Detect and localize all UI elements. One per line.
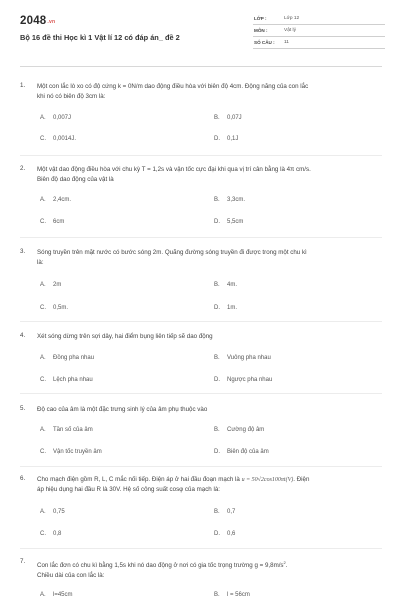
option-letter: A.: [40, 197, 46, 203]
question-text: [37, 248, 382, 268]
question-line-start: Con lắc đơn có chu kì bằng 1,5s khi nó dao động ở nơi có gia tốc trọng trường g = 9,8m/s: [37, 562, 284, 570]
option-letter: D.: [214, 377, 220, 383]
option-letter: B.: [214, 115, 220, 121]
question-line: Biên độ dao động của vật là: [37, 176, 114, 183]
question-line-end: .: [285, 562, 288, 570]
option-letter: B.: [214, 355, 220, 361]
option-letter: C.: [40, 531, 46, 537]
question-line: áp hiệu dụng hai đầu R là 30V. Hệ số công suất cosφ của mạch là:: [37, 486, 220, 493]
option-text: 5,5cm: [227, 219, 244, 225]
meta-label-subject: MÔN :: [254, 28, 268, 33]
option-letter: D.: [214, 136, 220, 142]
meta-label-count: SỐ CÂU :: [254, 40, 275, 45]
option-text: 0,7: [227, 509, 236, 515]
question-text: [37, 332, 382, 342]
page-title: Bộ 16 đề thi Học kì 1 Vật lí 12 có đáp án_ đề 2: [20, 33, 180, 42]
option-letter: B.: [214, 197, 220, 203]
meta-row-subject: [253, 26, 385, 37]
option-letter: D.: [214, 449, 220, 455]
option-text: l = 56cm: [227, 592, 250, 598]
option-letter: C.: [40, 377, 46, 383]
option-d[interactable]: [214, 136, 238, 142]
option-a[interactable]: [40, 282, 61, 288]
superscript: 2: [283, 560, 286, 565]
logo-suffix: .vn: [47, 19, 56, 25]
question-text: [37, 165, 382, 185]
option-text: Ngược pha nhau: [227, 377, 273, 383]
option-letter: B.: [214, 282, 220, 288]
question-line-start: Cho mạch điện gồm R, L, C mắc nối tiếp. Điện áp ở hai đầu đoạn mạch là: [37, 476, 242, 483]
option-text: Đồng pha nhau: [53, 355, 95, 361]
question-text: [37, 405, 382, 415]
question-line: là:: [37, 259, 44, 266]
option-b[interactable]: [214, 115, 242, 121]
option-b[interactable]: [214, 427, 264, 433]
question-separator: [20, 321, 382, 322]
option-text: Cường độ âm: [227, 427, 265, 433]
option-text: 0,1J: [227, 136, 239, 142]
option-letter: B.: [214, 592, 220, 598]
logo-text: 2048: [20, 15, 47, 27]
option-b[interactable]: [214, 509, 235, 515]
question-text: [37, 82, 382, 102]
option-b[interactable]: [214, 282, 237, 288]
question-number: 6.: [20, 475, 26, 482]
option-b[interactable]: [214, 355, 271, 361]
question-number: 1.: [20, 82, 26, 89]
question-number: 5.: [20, 405, 26, 412]
option-text: 0,007J: [53, 115, 72, 121]
question-line: Một con lắc lò xo có độ cứng k = 0N/m dao động điều hòa với biên độ 4cm. Động năng của con lắc: [37, 83, 309, 90]
option-letter: A.: [40, 427, 46, 433]
option-letter: B.: [214, 427, 220, 433]
question-line: Sóng truyền trên mặt nước có bước sóng 2m. Quãng đường sóng truyền đi được trong một chu kì: [37, 249, 307, 256]
question-line: khi nó có biên độ 3cm là:: [37, 93, 106, 100]
header-divider: [20, 66, 382, 67]
question-line-end: . Điện: [293, 476, 310, 483]
option-a[interactable]: [40, 509, 65, 515]
option-c[interactable]: [40, 219, 64, 225]
option-text: 0,8: [53, 531, 62, 537]
question-separator: [20, 548, 382, 549]
site-logo[interactable]: [20, 15, 55, 27]
option-c[interactable]: [40, 449, 102, 455]
option-d[interactable]: [214, 449, 269, 455]
question-line: Chiều dài của con lắc là:: [37, 572, 105, 580]
question-number: 7.: [20, 558, 26, 565]
option-text: Lệch pha nhau: [53, 377, 93, 383]
option-c[interactable]: [40, 531, 61, 537]
option-letter: D.: [214, 219, 220, 225]
option-a[interactable]: [40, 355, 94, 361]
option-text: 2m: [53, 282, 62, 288]
question-text: [37, 558, 382, 581]
option-d[interactable]: [214, 305, 237, 311]
option-text: 4m.: [227, 282, 238, 288]
question-line: Một vật dao động điều hòa với chu kỳ T = 1,2s và vận tốc cực đại khi qua vị trí cân bằng là 4π cm/s.: [37, 166, 311, 173]
question-line: [37, 475, 382, 485]
voltage-formula: u = 50√2cos100πt(V): [241, 477, 294, 483]
option-text: Biên độ của âm: [227, 449, 269, 455]
option-letter: D.: [214, 305, 220, 311]
option-a[interactable]: [40, 427, 93, 433]
option-c[interactable]: [40, 305, 68, 311]
option-text: Vận tốc truyền âm: [53, 449, 102, 455]
option-letter: D.: [214, 531, 220, 537]
question-line: Độ cao của âm là một đặc trưng sinh lý của âm phụ thuộc vào: [37, 406, 208, 413]
meta-row-count: [253, 38, 385, 49]
meta-row-class: [253, 14, 385, 25]
option-letter: B.: [214, 509, 220, 515]
document-header: [0, 0, 400, 64]
option-letter: C.: [40, 449, 46, 455]
option-a[interactable]: [40, 592, 73, 598]
option-text: Vuông pha nhau: [227, 355, 271, 361]
question-number: 4.: [20, 332, 26, 339]
option-text: 3,3cm.: [227, 197, 246, 203]
meta-value-subject: Vật lý: [284, 28, 296, 33]
question-text: [37, 475, 382, 495]
question-separator: [20, 237, 382, 238]
option-c[interactable]: [40, 377, 93, 383]
option-text: Tần số của âm: [53, 427, 93, 433]
option-text: 0,07J: [227, 115, 242, 121]
option-text: 2,4cm.: [53, 197, 72, 203]
question-separator: [20, 466, 382, 467]
meta-value-count: 11: [284, 40, 289, 45]
option-letter: C.: [40, 219, 46, 225]
meta-label-class: LỚP :: [254, 16, 267, 21]
option-a[interactable]: [40, 197, 71, 203]
option-text: 0,5m.: [53, 305, 69, 311]
question-line: [37, 558, 382, 571]
option-text: 0,6: [227, 531, 236, 537]
option-text: 0,0014J.: [53, 136, 77, 142]
option-letter: A.: [40, 115, 46, 121]
option-letter: C.: [40, 136, 46, 142]
option-letter: A.: [40, 282, 46, 288]
option-text: 6cm: [53, 219, 65, 225]
question-separator: [20, 393, 382, 394]
option-a[interactable]: [40, 115, 71, 121]
option-text: 0,75: [53, 509, 65, 515]
option-text: l=45cm: [53, 592, 73, 598]
option-d[interactable]: [214, 219, 243, 225]
option-d[interactable]: [214, 377, 272, 383]
option-letter: A.: [40, 355, 46, 361]
question-separator: [20, 155, 382, 156]
option-c[interactable]: [40, 136, 76, 142]
option-b[interactable]: [214, 197, 245, 203]
question-line: Xét sóng dừng trên sợi dây, hai điểm bụng liên tiếp sẽ dao động: [37, 333, 213, 340]
option-letter: A.: [40, 592, 46, 598]
meta-value-class: Lớp 12: [284, 16, 300, 21]
option-letter: C.: [40, 305, 46, 311]
option-d[interactable]: [214, 531, 235, 537]
option-b[interactable]: [214, 592, 250, 598]
option-text: 1m.: [227, 305, 238, 311]
option-letter: A.: [40, 509, 46, 515]
question-number: 3.: [20, 248, 26, 255]
question-number: 2.: [20, 165, 26, 172]
